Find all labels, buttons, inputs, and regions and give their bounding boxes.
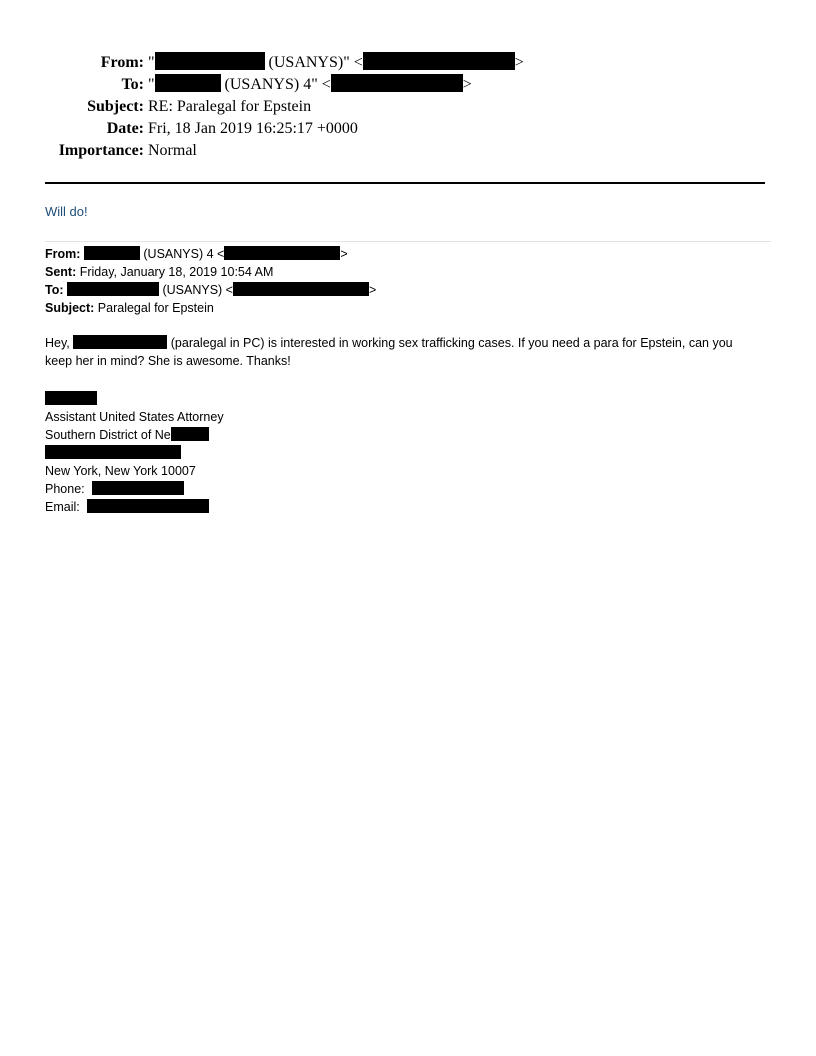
header-from-row — [0, 52, 816, 74]
redaction-box — [224, 246, 340, 260]
reply-text: Will do! — [45, 204, 88, 219]
quoted-subject-value: Paralegal for Epstein — [97, 301, 214, 315]
header-subject-value: RE: Paralegal for Epstein — [148, 98, 312, 115]
signature-office: Southern District of Ne — [45, 428, 171, 442]
header-divider — [45, 182, 765, 184]
redaction-box — [84, 246, 140, 260]
redaction-box — [171, 427, 209, 441]
header-date-value: Fri, 18 Jan 2019 16:25:17 +0000 — [148, 120, 358, 137]
quoted-message-divider — [45, 241, 771, 242]
signature-email-label: Email: — [45, 500, 80, 514]
quoted-sent-label: Sent: — [45, 265, 77, 279]
quoted-from-suffix: (USANYS) 4 < — [143, 247, 225, 261]
body-greeting: Hey, — [45, 336, 70, 350]
quoted-subject-label: Subject: — [45, 301, 95, 315]
header-to-value — [148, 74, 472, 96]
header-from-value — [148, 52, 524, 74]
header-to-label: To: — [121, 76, 144, 93]
quoted-to-label: To: — [45, 283, 64, 297]
body-line-2: keep her in mind? She is awesome. Thanks! — [45, 354, 291, 368]
header-importance-value: Normal — [148, 142, 197, 159]
body-line-1: (paralegal in PC) is interested in working sex trafficking cases. If you need a para for Epstein, can you — [170, 336, 733, 350]
header-importance-row — [0, 140, 816, 162]
signature-title: Assistant United States Attorney — [45, 410, 224, 424]
signature-name-row — [45, 390, 445, 408]
signature-address-row — [45, 444, 445, 462]
header-date-row — [0, 118, 816, 140]
quoted-to-suffix: (USANYS) < — [162, 283, 233, 297]
redaction-box — [155, 52, 265, 70]
signature-city: New York, New York 10007 — [45, 464, 196, 478]
signature-phone-label: Phone: — [45, 482, 85, 496]
redaction-box — [87, 499, 209, 513]
angle-close: > — [462, 76, 472, 93]
quoted-sent-row — [45, 263, 775, 281]
quoted-to-row — [45, 281, 775, 299]
header-date-label: Date: — [106, 120, 144, 137]
redaction-box — [45, 391, 97, 405]
redaction-box — [363, 52, 515, 70]
header-subject-label: Subject: — [87, 98, 144, 115]
header-to-row — [0, 74, 816, 96]
angle-close: > — [514, 54, 524, 71]
quoted-subject-row — [45, 299, 775, 317]
signature-office-row — [45, 426, 445, 444]
signature-block — [45, 390, 445, 516]
quoted-message-header — [45, 245, 775, 317]
redaction-box — [331, 74, 463, 92]
redaction-box — [233, 282, 369, 296]
signature-email-row — [45, 498, 445, 516]
message-header — [0, 52, 816, 162]
redaction-box — [67, 282, 159, 296]
header-to-suffix: (USANYS) 4" < — [224, 76, 331, 93]
quoted-from-label: From: — [45, 247, 81, 261]
redaction-box — [73, 335, 167, 349]
signature-phone-row — [45, 480, 445, 498]
header-importance-label: Importance: — [58, 142, 144, 159]
header-from-suffix: (USANYS)" < — [268, 54, 363, 71]
redaction-box — [92, 481, 184, 495]
header-from-label: From: — [100, 54, 144, 71]
message-body — [45, 334, 771, 370]
quoted-from-row — [45, 245, 775, 263]
quote-mark: " — [148, 54, 155, 71]
header-subject-row — [0, 96, 816, 118]
redaction-box — [155, 74, 221, 92]
redaction-box — [45, 445, 181, 459]
angle-close: > — [369, 283, 377, 297]
quoted-sent-value: Friday, January 18, 2019 10:54 AM — [79, 265, 274, 279]
angle-close: > — [340, 247, 348, 261]
quote-mark: " — [148, 76, 155, 93]
